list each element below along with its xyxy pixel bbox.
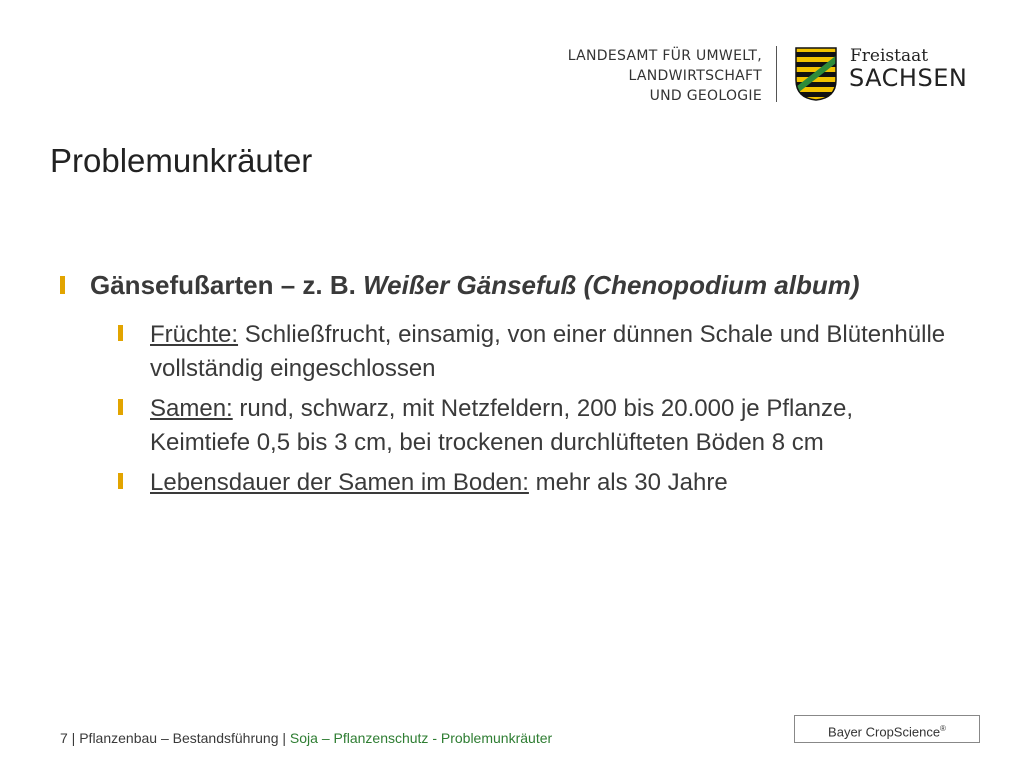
bullet-marker-icon	[118, 399, 123, 415]
sub-bullet-fruechte: Früchte: Schließfrucht, einsamig, von einer dünnen Schale und Blütenhülle vollständig eingeschlossen	[58, 318, 958, 386]
sub-bullet-list	[58, 318, 958, 500]
sachsen-label: SACHSEN	[849, 64, 968, 92]
footer: 7 | Pflanzenbau – Bestandsführung | Soja – Pflanzenschutz - Problemunkräuter	[60, 730, 553, 746]
bayer-cropscience-logo: Bayer CropScience®	[794, 715, 980, 743]
bullet-marker-icon	[118, 325, 123, 341]
logo-divider	[776, 46, 777, 102]
sub-bullet-samen: Samen: rund, schwarz, mit Netzfeldern, 200 bis 20.000 je Pflanze, Keimtiefe 0,5 bis 3 cm, bei trockenen durchlüfteten Böden 8 cm	[58, 392, 958, 460]
footer-topic: Soja – Pflanzenschutz - Problemunkräuter	[289, 730, 553, 746]
page-title: Problemunkräuter	[50, 142, 313, 179]
freistaat-label: Freistaat	[850, 46, 929, 66]
page-number: 7	[60, 730, 68, 746]
saxony-coat-of-arms-icon	[794, 46, 838, 102]
footer-section: Pflanzenbau – Bestandsführung	[79, 730, 279, 746]
bullet-marker-icon	[60, 276, 65, 294]
content	[58, 268, 958, 506]
bullet-main: Gänsefußarten – z. B. Weißer Gänsefuß (Chenopodium album)	[58, 268, 958, 302]
bullet-marker-icon	[118, 473, 123, 489]
header-logo	[566, 40, 986, 110]
sub-bullet-lebensdauer: Lebensdauer der Samen im Boden: mehr als 30 Jahre	[58, 466, 958, 500]
agency-name: LANDESAMT FÜR UMWELT, LANDWIRTSCHAFT UND GEOLOGIE	[567, 48, 762, 104]
